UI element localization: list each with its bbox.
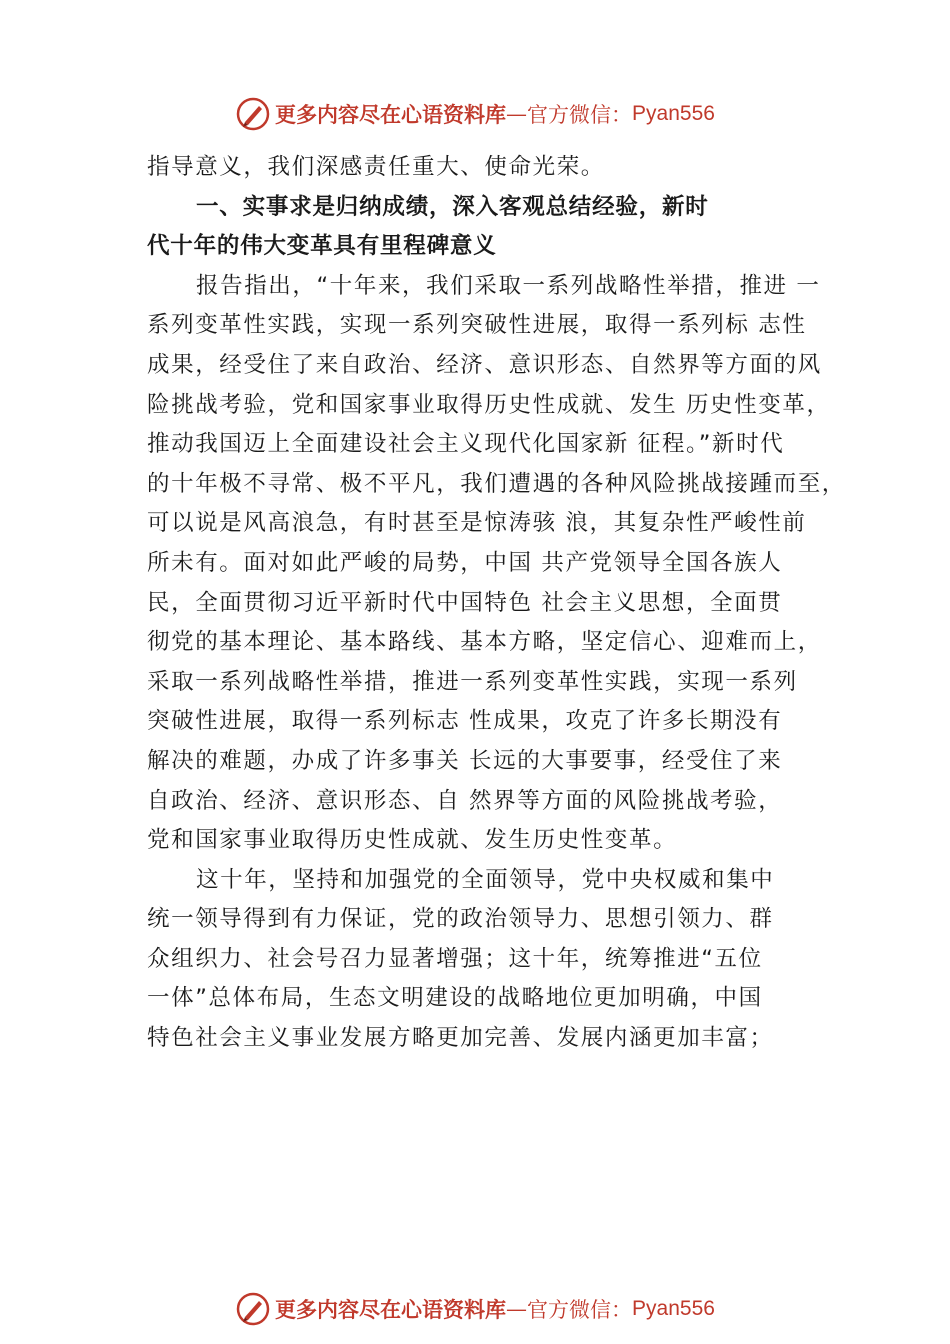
text-line: 推动我国迈上全面建设社会主义现代化国家新 征程。”新时代	[147, 431, 785, 458]
text-line: 成果，经受住了来自政治、经济、意识形态、自然界等方面的风	[147, 351, 822, 378]
text-line: 彻党的基本理论、基本路线、基本方略，坚定信心、迎难而上，	[147, 629, 822, 656]
text-line: 所未有。面对如此严峻的局势，中国 共产党领导全国各族人	[147, 549, 783, 576]
text-line: 突破性进展，取得一系列标志 性成果，攻克了许多长期没有	[147, 708, 783, 735]
text-line: 一体”总体布局，生态文明建设的战略地位更加明确，中国	[147, 985, 763, 1012]
text-line: 采取一系列战略性举措，推进一系列变革性实践，实现一系列	[147, 668, 798, 695]
text-line: 民，全面贯彻习近平新时代中国特色 社会主义思想，全面贯	[147, 589, 783, 616]
banner-separator: —	[506, 1297, 528, 1321]
footer-banner	[0, 1289, 950, 1329]
text-line: 众组织力、社会号召力显著增强；这十年，统筹推进“五位	[147, 945, 763, 972]
banner-account: Pyan556	[632, 1297, 715, 1320]
text-line: 特色社会主义事业发展方略更加完善、发展内涵更加丰富；	[147, 1025, 774, 1052]
text-line: 报告指出，“十年来，我们采取一系列战略性举措，推进 一	[196, 272, 821, 299]
banner-text: 更多内容尽在心语资料库	[275, 1297, 507, 1322]
text-line: 党和国家事业取得历史性成就、发生历史性变革。	[147, 827, 678, 854]
pen-logo-icon	[235, 1291, 271, 1327]
pen-logo-icon	[235, 96, 271, 132]
banner-separator: —	[506, 102, 528, 126]
text-line: 系列变革性实践，实现一系列突破性进展，取得一系列标 志性	[147, 312, 807, 339]
document-body	[147, 148, 847, 1059]
text-line: 自政治、经济、意识形态、自 然界等方面的风险挑战考验，	[147, 787, 783, 814]
section-heading-cont: 代十年的伟大变革具有里程碑意义	[147, 233, 497, 260]
banner-text: 更多内容尽在心语资料库	[275, 102, 507, 127]
text-line: 的十年极不寻常、极不平凡，我们遭遇的各种风险挑战接踵而至，	[147, 470, 846, 497]
section-heading: 一、实事求是归纳成绩，深入客观总结经验，新时	[196, 193, 709, 220]
banner-account: Pyan556	[632, 102, 715, 125]
text-line: 险挑战考验，党和国家事业取得历史性成就、发生 历史性变革，	[147, 391, 831, 418]
text-line: 指导意义，我们深感责任重大、使命光荣。	[147, 154, 605, 180]
header-banner	[0, 94, 950, 134]
banner-label: 官方微信：	[527, 103, 633, 127]
text-line: 这十年，坚持和加强党的全面领导，党中央权威和集中	[196, 866, 775, 893]
banner-label: 官方微信：	[527, 1298, 633, 1322]
text-line: 统一领导得到有力保证，党的政治领导力、思想引领力、群	[147, 906, 774, 933]
text-line: 可以说是风高浪急，有时甚至是惊涛骇 浪，其复杂性严峻性前	[147, 510, 807, 537]
text-line: 解决的难题，办成了许多事关 长远的大事要事，经受住了来	[147, 747, 783, 774]
